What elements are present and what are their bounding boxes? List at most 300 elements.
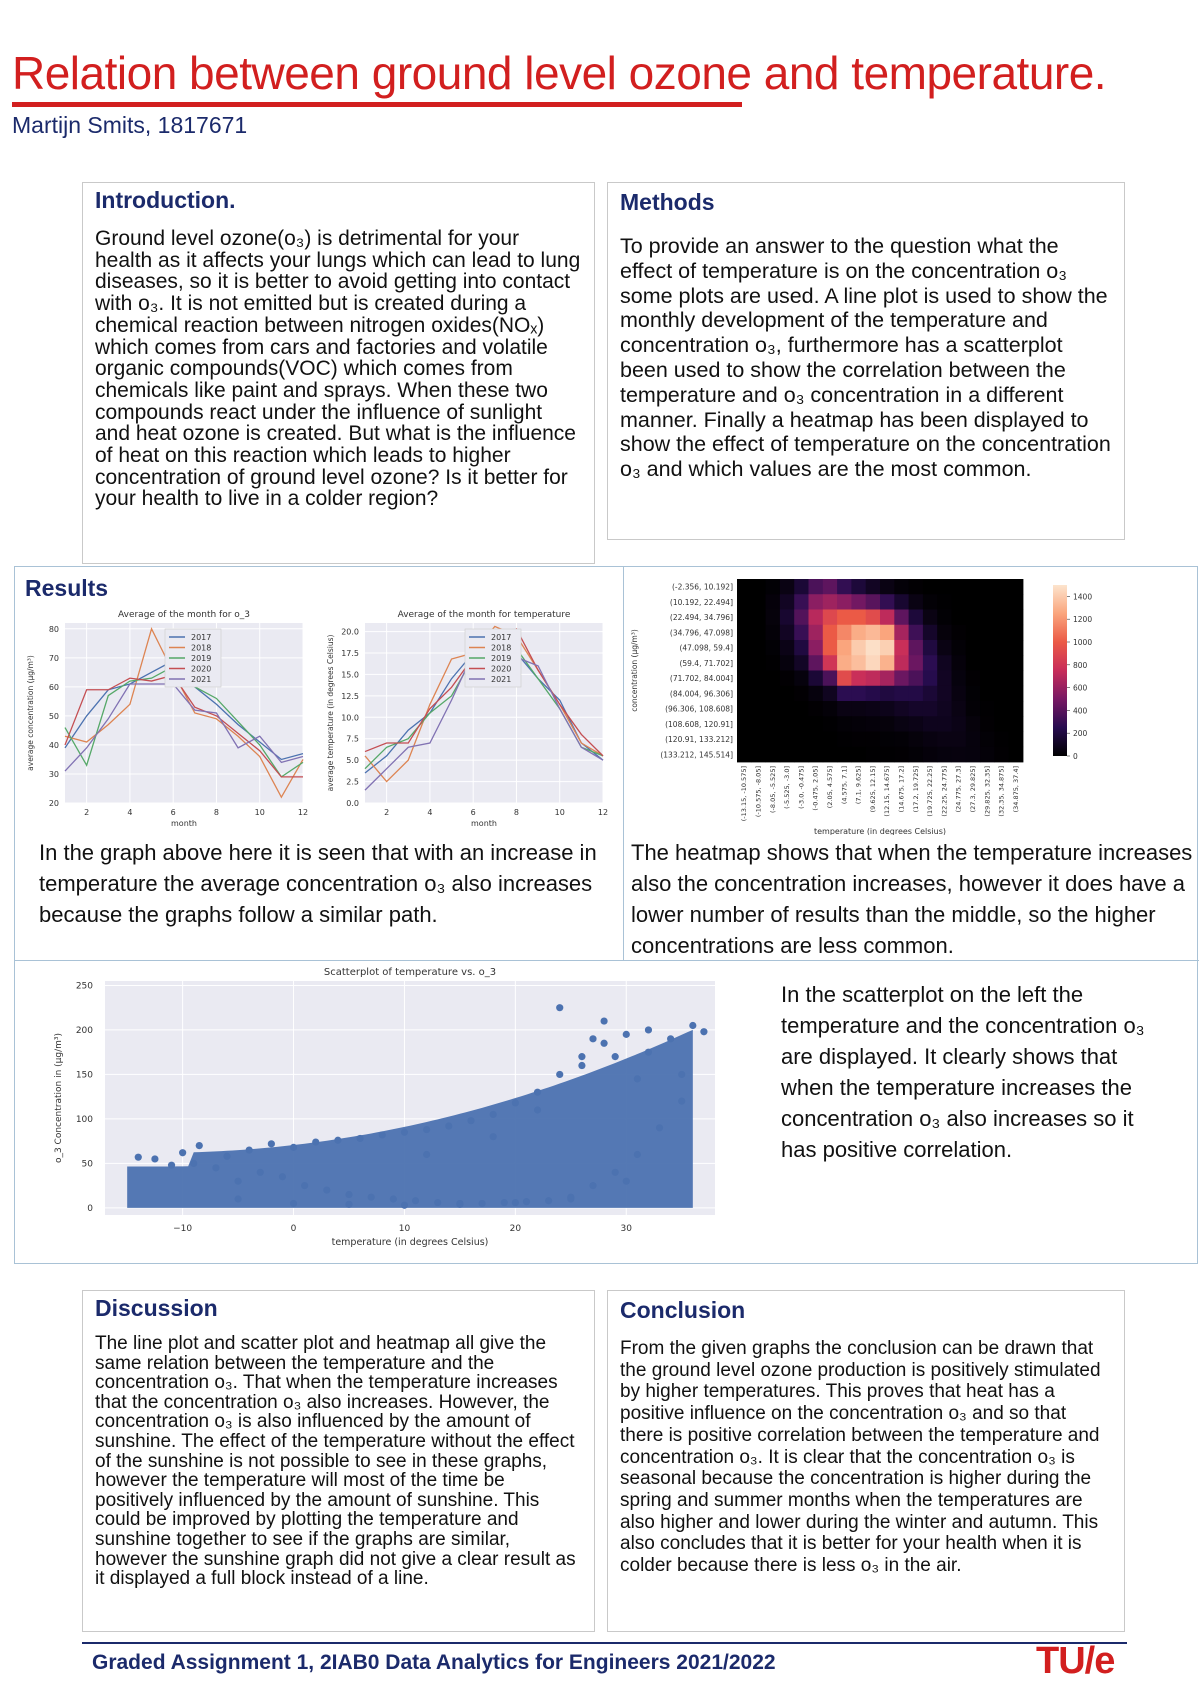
heatmap-cell (766, 579, 781, 595)
poster-title: Relation between ground level ozone and temperature. (12, 47, 1107, 99)
x-axis-label: month (171, 819, 197, 828)
heatmap-cell (766, 640, 781, 656)
heatmap-cell (851, 732, 866, 748)
heatmap-cell (837, 594, 852, 610)
heatmap-cell (823, 640, 838, 656)
heatmap-cell (923, 671, 938, 687)
y-tick-label: 50 (48, 711, 59, 721)
discussion-heading: Discussion (95, 1295, 218, 1321)
scatter-point (196, 1142, 203, 1149)
heatmap-cell (880, 701, 895, 717)
colorbar (1053, 585, 1067, 756)
scatter-point (490, 1111, 497, 1118)
scatter-point (600, 1017, 607, 1024)
heatmap-cell (780, 625, 795, 641)
scatter-point (234, 1178, 241, 1185)
heatmap-cell (737, 625, 752, 641)
y-tick-label: 17.5 (341, 649, 359, 658)
scatter-point (556, 1004, 563, 1011)
heatmap-cell (937, 716, 952, 732)
heatmap-cell (894, 625, 909, 641)
heatmap-cell (966, 732, 981, 748)
heatmap-cell (837, 655, 852, 671)
heatmap-col-label: (12.15, 14.675] (883, 766, 892, 817)
heatmap-cell (980, 732, 995, 748)
heatmap-cell (737, 701, 752, 717)
scatter-point (689, 1022, 696, 1029)
heatmap-cell (751, 716, 766, 732)
heatmap-cell (994, 747, 1009, 763)
heatmap-cell (994, 655, 1009, 671)
colorbar-tick-label: 1200 (1073, 615, 1093, 625)
x-tick-label: 2 (84, 808, 90, 817)
heatmap-cell (894, 610, 909, 626)
heatmap-cell (994, 625, 1009, 641)
heatmap-cell (894, 655, 909, 671)
heatmap-cell (894, 594, 909, 610)
heatmap-cell (966, 655, 981, 671)
y-axis-label: average temperature (in degrees Celsius) (326, 634, 335, 792)
x-axis-label: month (471, 819, 497, 828)
scatter-x-tick-label: 20 (509, 1224, 522, 1234)
heatmap-cell (923, 716, 938, 732)
scatter-y-axis-label: o_3 Concentration in (μg/m³) (54, 1032, 64, 1164)
heatmap-cell (880, 594, 895, 610)
heatmap-col-label: (24.775, 27.3] (954, 766, 963, 813)
colorbar-tick-label: 0 (1073, 752, 1078, 761)
x-tick-label: 4 (127, 808, 133, 817)
heatmap-cell (837, 732, 852, 748)
heatmap-cell (851, 579, 866, 595)
heatmap-cell (780, 655, 795, 671)
heatmap-cell (866, 594, 881, 610)
heatmap-cell (837, 686, 852, 702)
heatmap-col-label: (22.25, 24.775] (940, 766, 949, 817)
scatter-point (623, 1031, 630, 1038)
heatmap-cell (952, 716, 967, 732)
heatmap-cell (880, 655, 895, 671)
heatmap-cell (937, 701, 952, 717)
introduction-box (82, 182, 595, 564)
heatmap-cell (766, 610, 781, 626)
heatmap-cell (809, 579, 824, 595)
heatmap-cell (937, 640, 952, 656)
scatter-point (345, 1191, 352, 1198)
heatmap-row-label: (34.796, 47.098] (669, 628, 733, 638)
heatmap-cell (766, 701, 781, 717)
heatmap-cell (894, 732, 909, 748)
heatmap-cell (751, 655, 766, 671)
heatmap-col-label: (19.725, 22.25] (926, 766, 935, 817)
heatmap-cell (794, 716, 809, 732)
scatter-point (634, 1151, 641, 1158)
x-tick-label: 12 (297, 808, 309, 817)
heatmap-cell (937, 625, 952, 641)
heatmap-cell (980, 610, 995, 626)
heatmap-cell (851, 610, 866, 626)
heatmap-col-label: (14.675, 17.2] (897, 766, 906, 813)
scatter-y-tick-label: 200 (75, 1025, 93, 1036)
temperature-concentration-heatmap (627, 573, 1197, 835)
x-tick-label: 6 (470, 808, 476, 817)
scatter-point (301, 1182, 308, 1189)
heatmap-cell (823, 579, 838, 595)
heatmap-cell (994, 610, 1009, 626)
heatmap-cell (794, 655, 809, 671)
scatter-point (290, 1144, 297, 1151)
heatmap-cell (1009, 671, 1024, 687)
heatmap-cell (737, 610, 752, 626)
y-axis-label: average concentration (μg/m³) (26, 655, 35, 771)
heatmap-cell (737, 655, 752, 671)
scatter-point (212, 1164, 219, 1171)
y-tick-label: 80 (48, 624, 59, 634)
scatter-point (223, 1153, 230, 1160)
legend-label-2017: 2017 (191, 633, 212, 642)
heatmap-cell (809, 610, 824, 626)
tue-logo: TU/e (1036, 1640, 1115, 1682)
scatter-point (290, 1200, 297, 1207)
chart-title: Average of the month for o_3 (117, 610, 251, 620)
discussion-box (82, 1290, 595, 1632)
heatmap-col-label: (-10.575, -8.05] (754, 766, 763, 818)
heatmap-cell (880, 625, 895, 641)
scatter-y-tick-label: 150 (75, 1070, 93, 1081)
legend-label-2020: 2020 (191, 664, 212, 674)
x-tick-label: 12 (597, 808, 609, 817)
heatmap-cell (837, 625, 852, 641)
heatmap-cell (980, 671, 995, 687)
heatmap-cell (894, 579, 909, 595)
scatter-point (478, 1200, 485, 1207)
y-tick-label: 70 (48, 653, 59, 663)
heatmap-cell (866, 732, 881, 748)
heatmap-cell (794, 686, 809, 702)
y-tick-label: 20.0 (341, 627, 359, 637)
heatmap-cell (1009, 594, 1024, 610)
heatmap-col-label: (4.575, 7.1] (840, 766, 849, 805)
heatmap-cell (880, 640, 895, 656)
heatmap-cell (823, 716, 838, 732)
scatter-y-tick-label: 50 (81, 1159, 93, 1170)
legend-label-2018: 2018 (491, 643, 512, 653)
heatmap-cell (751, 640, 766, 656)
scatter-point (456, 1201, 463, 1208)
heatmap-cell (923, 686, 938, 702)
heatmap-cell (851, 747, 866, 763)
heatmap-cell (980, 716, 995, 732)
heatmap-cell (751, 701, 766, 717)
scatter-point (412, 1197, 419, 1204)
scatter-point (268, 1140, 275, 1147)
heatmap-cell (952, 655, 967, 671)
heatmap-cell (866, 625, 881, 641)
scatter-y-tick-label: 0 (87, 1203, 93, 1214)
heatmap-cell (751, 625, 766, 641)
introduction-text: Ground level ozone(o₃) is detrimental for your health as it affects your lungs which can lead to lung diseases, so it is better to avoid getting into contact with o₃. It is not emitted but is created during a chemical reaction between nitrogen oxides(NOₓ) which comes from cars and factories and volatile organic compounds(VOC) which comes from chemicals like paint and sprays. When these two compounds react under the influence of sunlight and heat ozone is created. But what is the influence of heat on this reaction which leads to higher concentration of ground level ozone? Is it better for your health to live in a colder region? (95, 227, 581, 511)
heatmap-cell (937, 610, 952, 626)
legend-label-2021: 2021 (191, 675, 212, 684)
y-tick-label: 20 (48, 799, 59, 808)
heatmap-cell (994, 716, 1009, 732)
heatmap-cell (794, 747, 809, 763)
scatter-point (567, 1195, 574, 1202)
scatter-point (656, 1124, 663, 1131)
heatmap-cell (1009, 732, 1024, 748)
scatter-point (312, 1138, 319, 1145)
heatmap-cell (994, 640, 1009, 656)
heatmap-cell (809, 716, 824, 732)
heatmap-cell (994, 686, 1009, 702)
scatter-point (368, 1194, 375, 1201)
scatter-point (279, 1173, 286, 1180)
heatmap-cell (794, 594, 809, 610)
heatmap-cell (952, 701, 967, 717)
heatmap-row-label: (96.306, 108.608] (665, 704, 733, 714)
heatmap-cell (894, 671, 909, 687)
heatmap-cell (1009, 610, 1024, 626)
heatmap-cell (851, 655, 866, 671)
heatmap-cell (966, 640, 981, 656)
heatmap-cell (923, 625, 938, 641)
heatmap-cell (980, 579, 995, 595)
scatter-title: Scatterplot of temperature vs. o_3 (323, 967, 497, 978)
legend-label-2018: 2018 (191, 643, 212, 653)
heatmap-cell (880, 732, 895, 748)
legend-label-2017: 2017 (491, 633, 512, 642)
heatmap-cell (766, 716, 781, 732)
y-tick-label: 60 (48, 682, 59, 692)
heatmap-cell (751, 610, 766, 626)
scatterplot-caption: In the scatterplot on the left the temperature and the concentration o₃ are displayed. It clearly shows that when the temperature increases the concentration o₃ also increases so it has positive correlation. (781, 982, 1145, 1162)
heatmap-cell (823, 732, 838, 748)
heatmap-cell (952, 640, 967, 656)
heatmap-cell (751, 732, 766, 748)
scatter-point (578, 1062, 585, 1069)
colorbar-tick-label: 600 (1073, 683, 1088, 693)
heatmap-cell (937, 655, 952, 671)
heatmap-cell (737, 594, 752, 610)
heatmap-cell (780, 579, 795, 595)
heatmap-cell (823, 655, 838, 671)
heatmap-cell (966, 747, 981, 763)
heatmap-cell (737, 716, 752, 732)
heatmap-col-label: (-3.0, -0.475] (797, 766, 806, 809)
scatter-point (257, 1169, 264, 1176)
scatter-x-tick-label: −10 (173, 1224, 193, 1234)
heatmap-col-label: (-0.475, 2.05] (811, 766, 820, 811)
heatmap-cell (780, 747, 795, 763)
scatter-point (645, 1026, 652, 1033)
heatmap-cell (966, 625, 981, 641)
heatmap-col-label: (2.05, 4.575] (825, 766, 834, 809)
heatmap-cell (952, 579, 967, 595)
heatmap-cell (751, 579, 766, 595)
heatmap-cell (794, 671, 809, 687)
scatter-y-tick-label: 100 (75, 1114, 93, 1125)
heatmap-cell (909, 686, 924, 702)
heatmap-cell (751, 671, 766, 687)
x-tick-label: 8 (213, 808, 220, 817)
scatter-point (490, 1133, 497, 1140)
heatmap-cell (851, 625, 866, 641)
heatmap-caption: The heatmap shows that when the temperature increases also the concentration increases, however it does have a lower number of results than the middle, so the higher concentrations are less common. (631, 840, 1193, 958)
heatmap-cell (766, 594, 781, 610)
heatmap-cell (909, 625, 924, 641)
heatmap-cell (823, 625, 838, 641)
heatmap-cell (823, 701, 838, 717)
scatter-point (190, 1160, 197, 1167)
heatmap-cell (880, 610, 895, 626)
heatmap-cell (766, 655, 781, 671)
scatter-point (523, 1198, 530, 1205)
y-tick-label: 10.0 (341, 713, 359, 723)
heatmap-cell (737, 671, 752, 687)
heatmap-col-label: (34.875, 37.4] (1011, 766, 1020, 813)
heatmap-cell (880, 579, 895, 595)
heatmap-col-label: (-8.05, -5.525] (768, 766, 777, 813)
legend-label-2019: 2019 (191, 654, 212, 663)
results-box (14, 566, 1198, 1264)
heatmap-cell (937, 594, 952, 610)
conclusion-heading: Conclusion (620, 1297, 746, 1323)
scatter-point (556, 1071, 563, 1078)
heatmap-cell (809, 701, 824, 717)
footer-text: Graded Assignment 1, 2IAB0 Data Analytics for Engineers 2021/2022 (92, 1651, 776, 1674)
conclusion-text: From the given graphs the conclusion can be drawn that the ground level ozone production is positively stimulated by higher temperatures. This proves that heat has a positive influence on the concentration o₃ and so that there is positive correlation between the temperature and concentration o₃. It is clear that the concentration o₃ is seasonal because the concentration is higher during the spring and summer months when the temperatures are also higher and lower during the winter and autumn. This also concludes that it is better for your health when it is colder because there is less o₃ in the air. (620, 1338, 1101, 1577)
heatmap-cell (1009, 579, 1024, 595)
scatter-point (589, 1182, 596, 1189)
scatter-point (612, 1053, 619, 1060)
heatmap-cell (894, 701, 909, 717)
methods-text: To provide an answer to the question what the effect of temperature is on the concentration o₃ some plots are used. A line plot is used to show the monthly development of the temperature and concentration o₃, furthermore has a scatterplot been used to show the correlation between the temperature and o₃ concentration in a different manner. Finally a heatmap has been displayed to show the effect of temperature on the concentration o₃ and which values are the most common. (620, 234, 1111, 482)
heatmap-row-label: (47.098, 59.4] (679, 643, 733, 653)
legend-label-2021: 2021 (491, 675, 512, 684)
heatmap-cell (751, 594, 766, 610)
heatmap-cell (809, 686, 824, 702)
heatmap-cell (966, 594, 981, 610)
heatmap-cell (909, 640, 924, 656)
heatmap-cell (966, 671, 981, 687)
scatter-point (534, 1106, 541, 1113)
heatmap-cell (909, 594, 924, 610)
heatmap-cell (851, 671, 866, 687)
temperature-monthly-line-chart (323, 607, 623, 833)
heatmap-cell (766, 686, 781, 702)
footer-rule (82, 1642, 1127, 1644)
heatmap-row-label: (-2.356, 10.192] (671, 582, 733, 592)
heatmap-cell (880, 686, 895, 702)
o3-monthly-line-chart (23, 607, 323, 833)
colorbar-tick-label: 200 (1073, 729, 1088, 739)
heatmap-cell (737, 579, 752, 595)
heatmap-col-label: (-13.15, -10.575] (740, 766, 749, 822)
scatter-point (545, 1197, 552, 1204)
scatter-point (512, 1199, 519, 1206)
heatmap-cell (851, 701, 866, 717)
scatter-point (179, 1149, 186, 1156)
heatmap-cell (909, 747, 924, 763)
heatmap-col-label: (27.3, 29.825] (968, 766, 977, 813)
scatter-point (356, 1135, 363, 1142)
heatmap-cell (837, 716, 852, 732)
heatmap-cell (837, 747, 852, 763)
heatmap-cell (809, 732, 824, 748)
heatmap-cell (780, 640, 795, 656)
scatter-point (151, 1155, 158, 1162)
scatter-x-axis-label: temperature (in degrees Celsius) (331, 1237, 489, 1248)
heatmap-cell (966, 686, 981, 702)
scatter-point (600, 1040, 607, 1047)
heatmap-cell (780, 701, 795, 717)
heatmap-cell (994, 732, 1009, 748)
heatmap-cell (909, 732, 924, 748)
heatmap-cell (1009, 655, 1024, 671)
heatmap-col-label: (9.625, 12.15] (868, 766, 877, 813)
heatmap-cell (880, 747, 895, 763)
scatter-point (234, 1195, 241, 1202)
heatmap-cell (880, 671, 895, 687)
heatmap-cell (1009, 747, 1024, 763)
scatter-point (700, 1028, 707, 1035)
scatter-point (534, 1089, 541, 1096)
heatmap-cell (866, 716, 881, 732)
methods-heading: Methods (620, 189, 715, 215)
heatmap-cell (751, 686, 766, 702)
heatmap-cell (766, 732, 781, 748)
heatmap-col-label: (17.2, 19.725] (911, 766, 920, 813)
scatter-x-tick-label: 30 (620, 1224, 632, 1234)
heatmap-cell (952, 686, 967, 702)
heatmap-cell (923, 640, 938, 656)
conclusion-box (607, 1290, 1125, 1632)
scatter-point (401, 1129, 408, 1136)
scatter-point (578, 1053, 585, 1060)
scatter-point (246, 1146, 253, 1153)
heatmap-cell (923, 610, 938, 626)
scatter-x-tick-label: 10 (398, 1224, 411, 1234)
scatter-point (401, 1202, 408, 1209)
heatmap-cell (780, 732, 795, 748)
heatmap-row-label: (22.494, 34.796] (669, 613, 733, 623)
heatmap-col-label: (-5.525, -3.0] (783, 766, 792, 809)
scatter-point (168, 1162, 175, 1169)
heatmap-cell (894, 686, 909, 702)
heatmap-cell (994, 594, 1009, 610)
x-tick-label: 10 (554, 808, 565, 817)
heatmap-cell (823, 610, 838, 626)
heatmap-cell (1009, 640, 1024, 656)
heatmap-cell (1009, 701, 1024, 717)
heatmap-cell (909, 701, 924, 717)
heatmap-cell (894, 747, 909, 763)
heatmap-cell (952, 594, 967, 610)
heatmap-cell (923, 732, 938, 748)
heatmap-cell (952, 732, 967, 748)
title-underline (12, 102, 742, 107)
scatter-x-tick-label: 0 (290, 1224, 297, 1234)
y-tick-label: 5.0 (346, 756, 359, 766)
x-tick-label: 8 (513, 808, 520, 817)
heatmap-cell (994, 701, 1009, 717)
heatmap-cell (1009, 686, 1024, 702)
heatmap-cell (980, 625, 995, 641)
heatmap-cell (780, 610, 795, 626)
heatmap-cell (923, 747, 938, 763)
heatmap-cell (780, 716, 795, 732)
heatmap-cell (866, 701, 881, 717)
heatmap-col-label: (32.35, 34.875] (997, 766, 1006, 817)
